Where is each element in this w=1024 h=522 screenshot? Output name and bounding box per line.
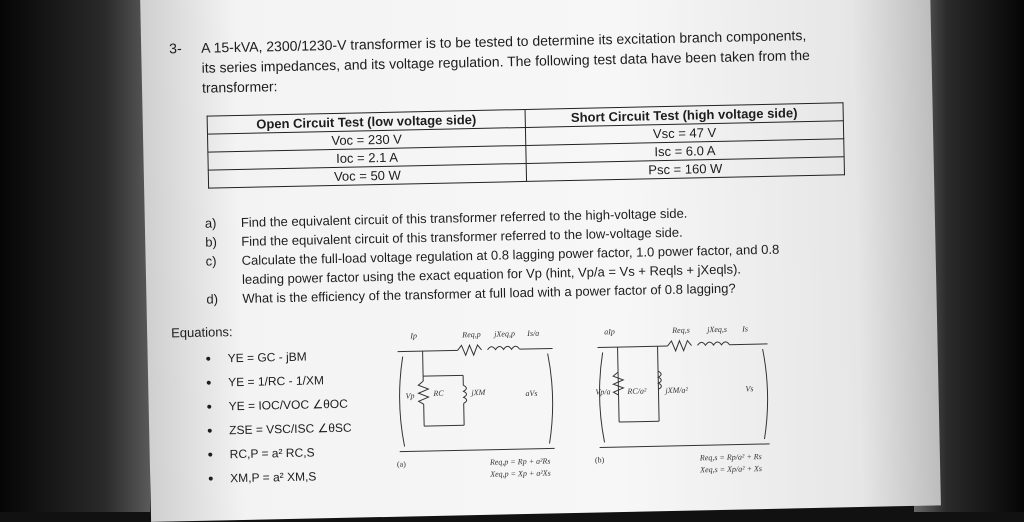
equation-item: • YE = GC - jBM [206, 349, 351, 376]
circuit-label: Is/a [526, 329, 539, 338]
part-text: Find the equivalent circuit of this transformer referred to the high-voltage side. [241, 206, 688, 230]
equation-item: • ZSE = VSC/ISC ∠θSC [207, 421, 352, 448]
table-cell: Vsc = 47 V [525, 121, 843, 146]
circuit-label: jXM [470, 388, 486, 397]
circuit-label: jXM/a² [664, 386, 688, 396]
circuit-formula: Xeq,p = Xp + a²Xs [489, 469, 551, 479]
circuit-label: jXeq,p [493, 329, 515, 338]
monitor-bezel-left [0, 0, 150, 512]
equation-item: • XM,P = a² XM,S [208, 469, 353, 496]
circuit-label: RC/a² [626, 386, 647, 395]
circuit-label: RC [432, 389, 444, 398]
circuit-label: Ip [409, 331, 417, 340]
circuit-label: Vp [405, 391, 414, 400]
circuit-label: Vs [745, 384, 753, 393]
part-text: What is the efficiency of the transformer at full load with a power factor of 0.8 lagging? [242, 281, 736, 306]
equation-item: • YE = 1/RC - 1/XM [206, 373, 351, 400]
part-text: Calculate the full-load voltage regulation at 0.8 lagging power factor, 1.0 power factor, and 0.8 leading power factor using the exact equation for Vp (hint, Vp/a = Vs + Reqls + jXeqls). [241, 242, 779, 287]
question-parts [205, 201, 807, 309]
part-label: c) [205, 251, 216, 270]
table-cell: Voc = 230 V [207, 127, 525, 152]
part-label: b) [205, 232, 217, 251]
table-header-open-circuit: Open Circuit Test (low voltage side) [207, 109, 525, 134]
circuit-label: Req,s [671, 326, 690, 335]
equation-item: • YE = IOC/VOC ∠θOC [207, 397, 352, 424]
equivalent-circuit-diagram [392, 308, 805, 487]
part-text: Find the equivalent circuit of this transformer referred to the low-voltage side. [241, 225, 683, 249]
table-cell: Psc = 160 W [526, 157, 844, 182]
table-header-short-circuit: Short Circuit Test (high voltage side) [525, 103, 843, 128]
circuit-label: Vp/a [595, 387, 610, 396]
document-page [140, 0, 941, 522]
part-label: a) [205, 213, 217, 232]
circuit-formula: Xeq,s = Xp/a² + Xs [699, 464, 762, 474]
table-cell: Ioc = 2.1 A [208, 145, 526, 170]
equation-item: • RC,P = a² RC,S [208, 445, 353, 472]
equations-list [206, 349, 353, 496]
circuit-formula: Req,p = Rp + a²Rs [489, 457, 551, 467]
equations-title: Equations: [171, 324, 233, 340]
part-label: d) [206, 289, 218, 308]
circuit-label: Req,p [461, 330, 481, 339]
question-text: A 15-kVA, 2300/1230-V transformer is to be tested to determine its excitation branch components, its series impedances, and its voltage regulation. The following test data have been taken from the transformer: [201, 25, 822, 98]
circuit-caption-a: (a) [397, 460, 406, 469]
table-cell: Isc = 6.0 A [526, 139, 844, 164]
circuit-formula: Req,s = Rp/a² + Rs [699, 452, 762, 462]
table-cell: Voc = 50 W [208, 163, 526, 188]
circuit-label: aVs [525, 389, 537, 398]
circuit-label: jXeq,s [706, 325, 727, 334]
circuit-label: aIp [604, 327, 615, 336]
question-number: 3- [169, 38, 182, 58]
circuit-caption-b: (b) [595, 455, 605, 464]
circuit-label: Is [741, 324, 748, 333]
test-data-table [207, 102, 845, 188]
